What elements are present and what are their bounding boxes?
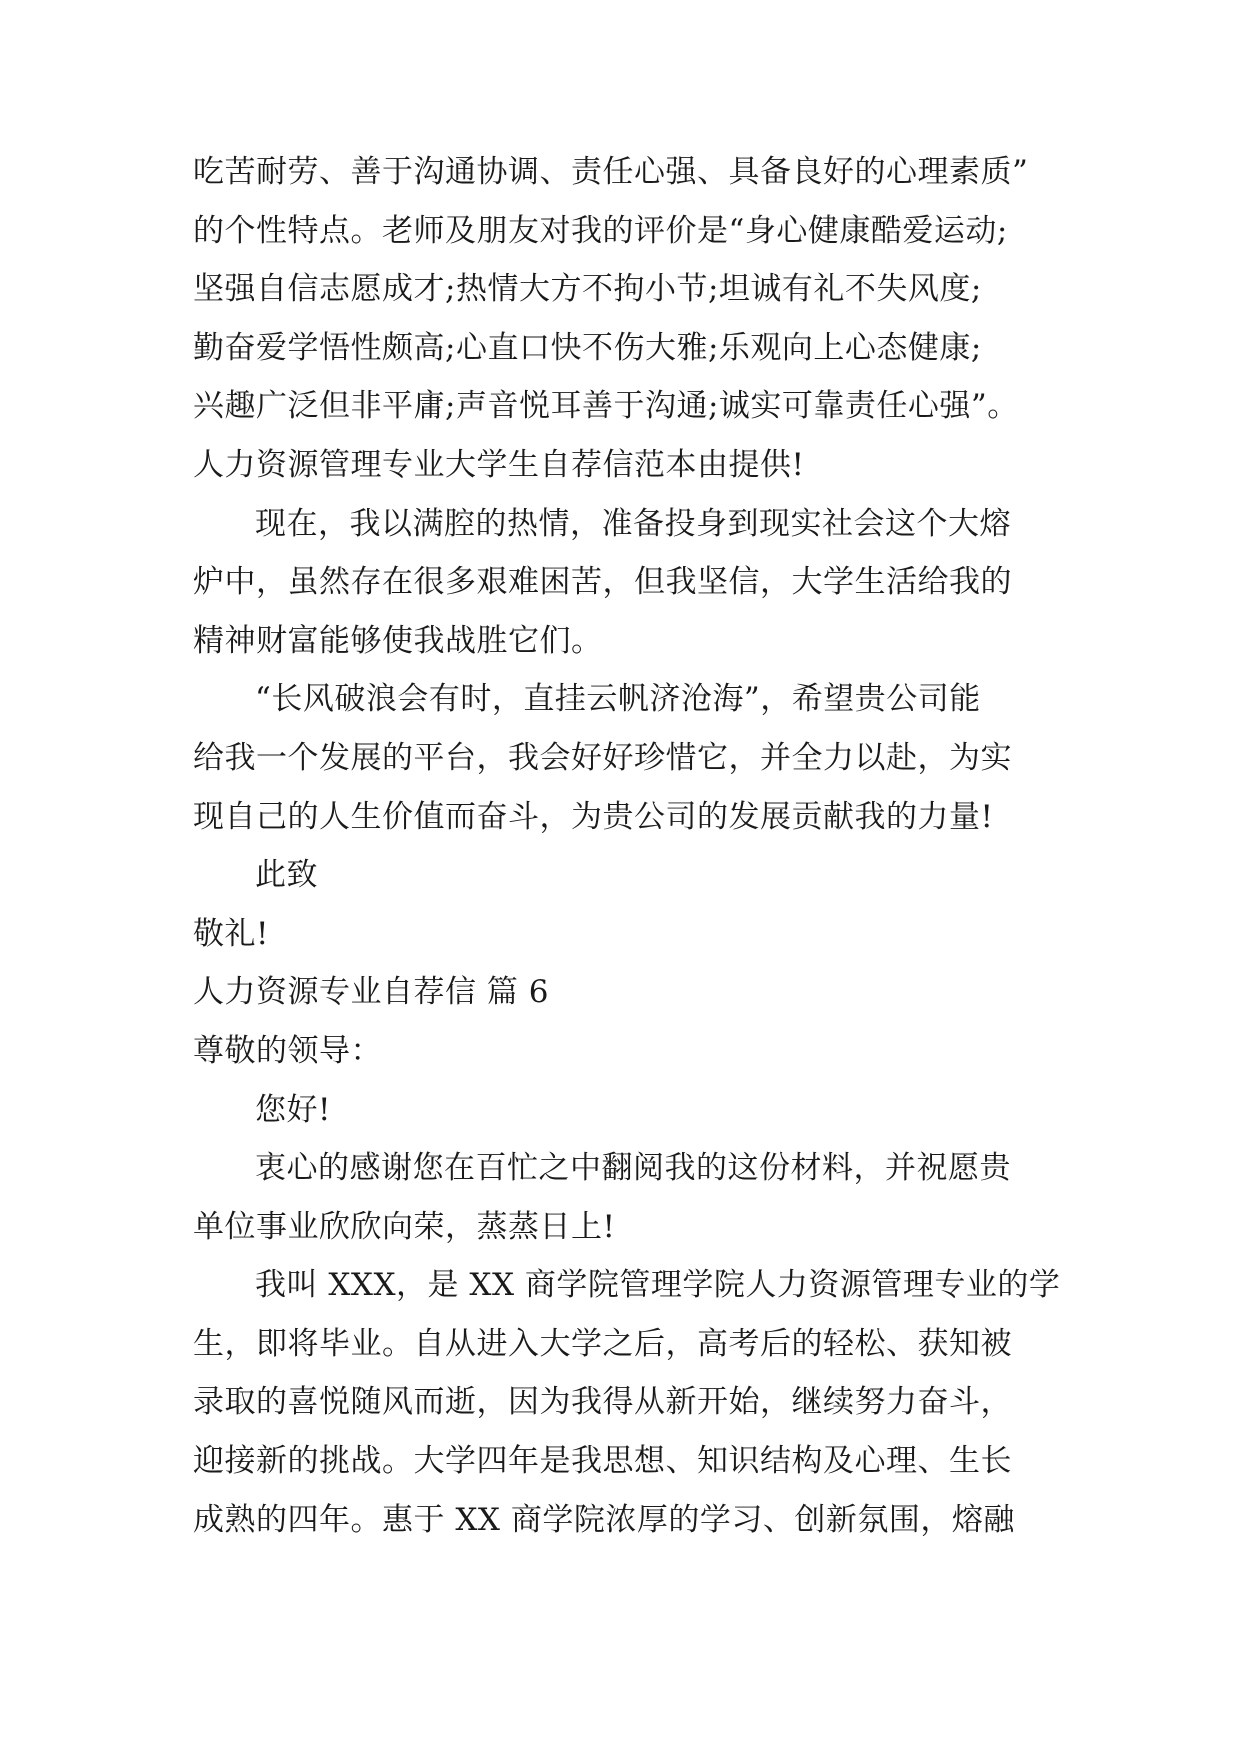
greeting-hello: 您好! [255, 1091, 331, 1128]
text-line: 单位事业欣欣向荣，蒸蒸日上! [193, 1208, 616, 1245]
text-line: 迎接新的挑战。大学四年是我思想、知识结构及心理、生长 [193, 1443, 1012, 1480]
text-line: 的个性特点。老师及朋友对我的评价是“身心健康酷爱运动; [193, 212, 1008, 249]
paragraph-start-line: 我叫 XXX，是 XX 商学院管理学院人力资源管理专业的学 [255, 1267, 1061, 1304]
paragraph-start-line: 现在，我以满腔的热情，准备投身到现实社会这个大熔 [255, 505, 1011, 542]
document-page [193, 143, 1073, 1549]
text-line: 给我一个发展的平台，我会好好珍惜它，并全力以赴，为实 [193, 739, 1012, 776]
paragraph-start-line: “长风破浪会有时，直挂云帆济沧海”，希望贵公司能 [255, 681, 981, 718]
text-line: 精神财富能够使我战胜它们。 [193, 622, 603, 659]
text-line: 人力资源管理专业大学生自荐信范本由提供! [193, 446, 805, 483]
paragraph-start-line: 衷心的感谢您在百忙之中翻阅我的这份材料，并祝愿贵 [255, 1150, 1011, 1187]
greeting-recipient: 尊敬的领导： [193, 1032, 382, 1069]
section-heading: 人力资源专业自荐信 篇 6 [193, 974, 549, 1011]
text-line: 录取的喜悦随风而逝，因为我得从新开始，继续努力奋斗， [193, 1384, 1012, 1421]
text-line: 吃苦耐劳、善于沟通协调、责任心强、具备良好的心理素质” [193, 154, 1029, 190]
text-line: 坚强自信志愿成才;热情大方不拘小节;坦诚有礼不失风度; [193, 271, 982, 308]
text-line: 生，即将毕业。自从进入大学之后，高考后的轻松、获知被 [193, 1325, 1012, 1362]
text-line: 兴趣广泛但非平庸;声音悦耳善于沟通;诚实可靠责任心强”。 [193, 388, 1019, 425]
text-line: 成熟的四年。惠于 XX 商学院浓厚的学习、创新氛围，熔融 [193, 1501, 1015, 1538]
text-line: 勤奋爱学悟性颇高;心直口快不伤大雅;乐观向上心态健康; [193, 329, 982, 366]
text-line: 现自己的人生价值而奋斗，为贵公司的发展贡献我的力量! [193, 798, 994, 835]
closing-salutation: 此致 [255, 857, 318, 894]
closing-regards: 敬礼! [193, 915, 269, 952]
text-line: 炉中，虽然存在很多艰难困苦，但我坚信，大学生活给我的 [193, 564, 1012, 601]
